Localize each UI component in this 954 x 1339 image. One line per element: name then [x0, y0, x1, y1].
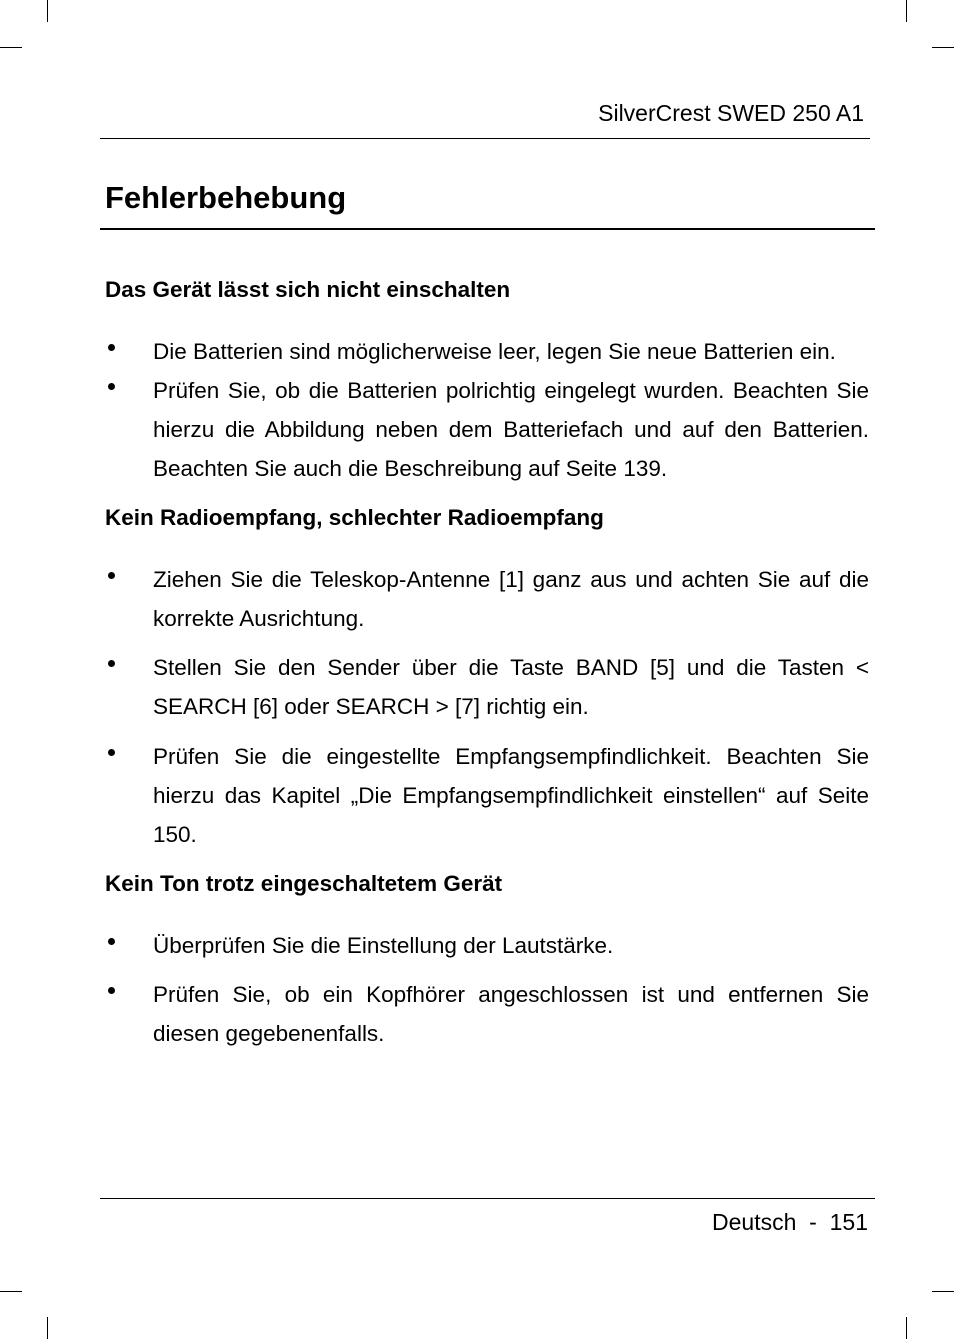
crop-mark — [0, 1291, 22, 1292]
list-item-text: Stellen Sie den Sender über die Taste BAND [5] und die Tasten < SEARCH [6] oder SEARCH > [7] richtig ein. — [153, 655, 869, 719]
bullet-icon — [108, 660, 115, 667]
list-item-text: Prüfen Sie, ob die Batterien polrichtig eingelegt wurden. Beachten Sie hierzu die Abbildung neben dem Batteriefach und auf den Batterien. Beachten Sie auch die Beschreibung auf Seite 139. — [153, 378, 869, 481]
section-heading: Das Gerät lässt sich nicht einschalten — [105, 277, 511, 302]
title-divider — [100, 228, 875, 230]
crop-mark — [47, 0, 48, 22]
page-title: Fehlerbehebung — [105, 180, 347, 215]
list-item-text: Ziehen Sie die Teleskop-Antenne [1] ganz aus und achten Sie auf die korrekte Ausrichtung. — [153, 567, 869, 631]
bullet-icon — [108, 383, 115, 390]
crop-mark — [906, 1317, 907, 1339]
crop-mark — [47, 1317, 48, 1339]
bullet-icon — [108, 572, 115, 579]
crop-mark — [0, 47, 22, 48]
section-heading: Kein Ton trotz eingeschaltetem Gerät — [105, 871, 503, 896]
bullet-icon — [108, 344, 115, 351]
footer-page-number: Deutsch - 151 — [712, 1209, 868, 1235]
footer-divider — [100, 1198, 875, 1199]
bullet-icon — [108, 749, 115, 756]
bullet-icon — [108, 938, 115, 945]
list-item-text: Prüfen Sie, ob ein Kopfhörer angeschlossen ist und entfernen Sie diesen gegebenenfalls. — [153, 982, 869, 1046]
section-heading: Kein Radioempfang, schlechter Radioempfang — [105, 505, 604, 530]
header-brand: SilverCrest SWED 250 A1 — [598, 100, 864, 126]
list-item-text: Prüfen Sie die eingestellte Empfangsempfindlichkeit. Beachten Sie hierzu das Kapitel „Die Empfangsempfindlichkeit einstellen“ auf Seite 150. — [153, 744, 869, 847]
list-item-text: Überprüfen Sie die Einstellung der Lautstärke. — [153, 933, 614, 958]
bullet-icon — [108, 987, 115, 994]
crop-mark — [906, 0, 907, 22]
crop-mark — [932, 1291, 954, 1292]
crop-mark — [932, 47, 954, 48]
header-divider — [100, 138, 870, 139]
list-item-text: Die Batterien sind möglicherweise leer, legen Sie neue Batterien ein. — [153, 339, 836, 364]
